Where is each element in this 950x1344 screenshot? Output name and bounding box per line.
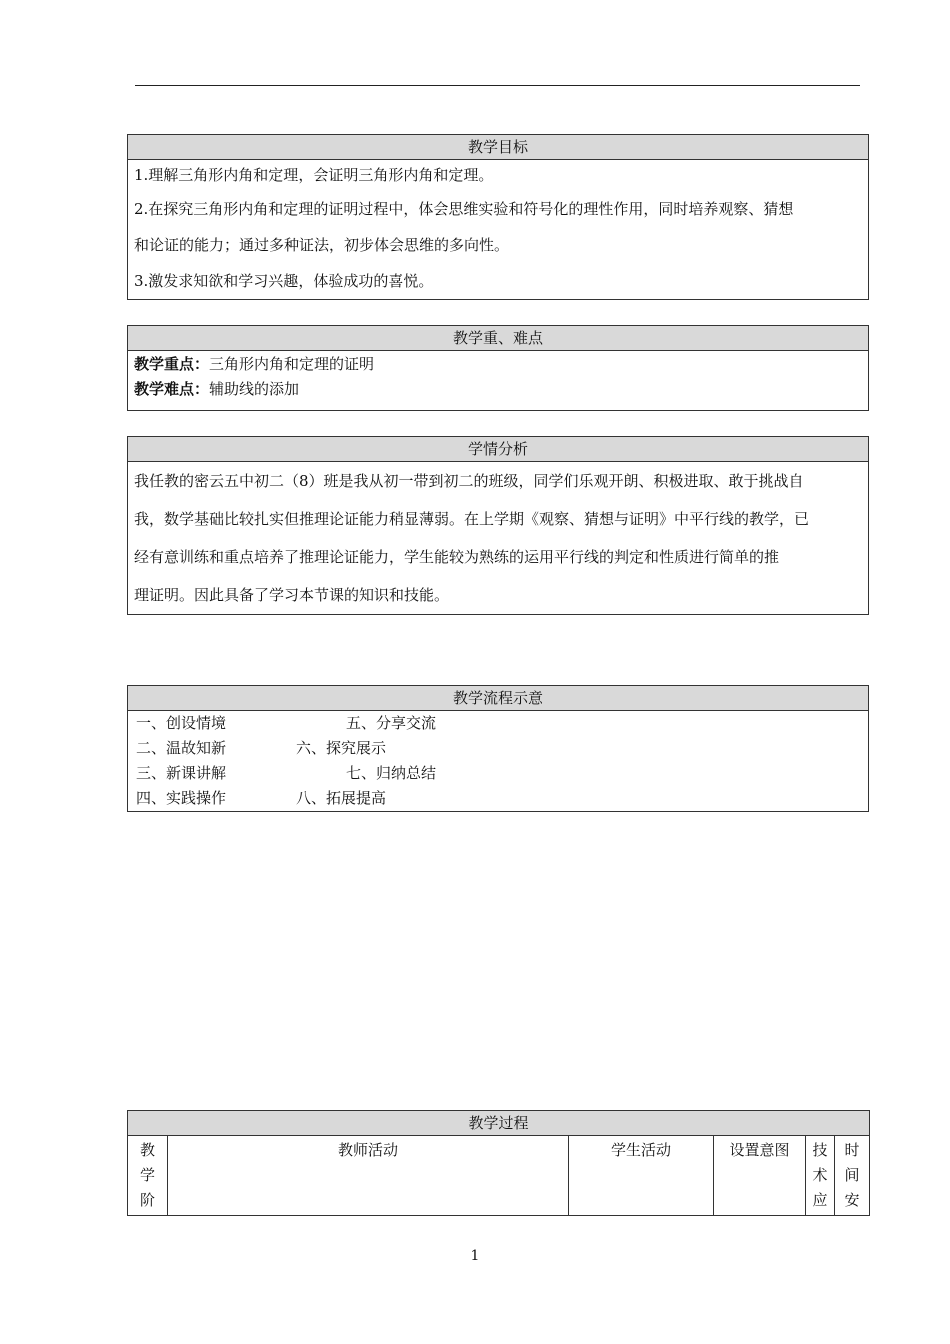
col-tech-char: 应 [812,1191,828,1209]
flow-row [136,786,862,811]
col-tech-header [806,1136,835,1216]
col-time-char: 安 [844,1191,860,1209]
process-title: 教学过程 [128,1111,870,1136]
flow-step: 八、拓展提高 [296,789,387,807]
flow-table [127,685,869,812]
flow-step: 六、探究展示 [296,739,387,757]
col-stage-char: 学 [139,1166,155,1184]
focus-line [134,352,862,377]
difficulty-label: 教学难点： [134,380,210,398]
analysis-line: 我任教的密云五中初二（8）班是我从初一带到初二的班级，同学们乐观开朗、积极进取、敢于挑战自 [134,472,804,490]
difficulty-line [134,377,862,402]
col-tech-char: 技 [812,1141,828,1159]
header-rule [135,85,860,86]
col-intent-header: 设置意图 [714,1136,806,1216]
focus-label: 教学重点： [134,355,210,373]
focus-text: 三角形内角和定理的证明 [209,355,375,373]
col-time-header [835,1136,870,1216]
col-stage-char: 阶 [139,1191,155,1209]
flow-row [136,736,862,761]
col-time-char: 间 [844,1166,860,1184]
analysis-line: 我，数学基础比较扎实但推理论证能力稍显薄弱。在上学期《观察、猜想与证明》中平行线的教学，已 [134,510,810,528]
flow-step: 三、新课讲解 [136,764,227,782]
col-stage-header [128,1136,168,1216]
objective-item: 和论证的能力；通过多种证法，初步体会思维的多向性。 [134,236,510,254]
difficulty-text: 辅助线的添加 [209,380,300,398]
analysis-table [127,436,869,615]
page-number: 1 [470,1248,480,1264]
flow-step: 一、创设情境 [136,714,227,732]
flow-step: 七、归纳总结 [346,764,437,782]
flow-step: 五、分享交流 [346,714,437,732]
analysis-line: 理证明。因此具备了学习本节课的知识和技能。 [134,586,450,604]
analysis-title: 学情分析 [128,437,869,462]
analysis-line: 经有意训练和重点培养了推理论证能力，学生能较为熟练的运用平行线的判定和性质进行简单的推 [134,548,780,566]
col-teacher-header: 教师活动 [168,1136,569,1216]
objective-item: 2.在探究三角形内角和定理的证明过程中，体会思维实验和符号化的理性作用，同时培养观察、猜想 [134,200,794,218]
col-stage-char: 教 [139,1141,155,1159]
flow-step: 四、实践操作 [136,789,227,807]
col-student-header: 学生活动 [569,1136,714,1216]
flow-row [136,711,862,736]
flow-step: 二、温故知新 [136,739,227,757]
objective-item: 1.理解三角形内角和定理，会证明三角形内角和定理。 [134,166,494,184]
flow-row [136,761,862,786]
key-points-title: 教学重、难点 [128,326,869,351]
key-points-table [127,325,869,411]
objectives-title: 教学目标 [128,135,869,160]
col-time-char: 时 [844,1141,860,1159]
objective-item: 3.激发求知欲和学习兴趣，体验成功的喜悦。 [134,272,434,290]
col-tech-char: 术 [812,1166,828,1184]
objectives-table [127,134,869,300]
process-table [127,1110,870,1216]
flow-title: 教学流程示意 [128,686,869,711]
